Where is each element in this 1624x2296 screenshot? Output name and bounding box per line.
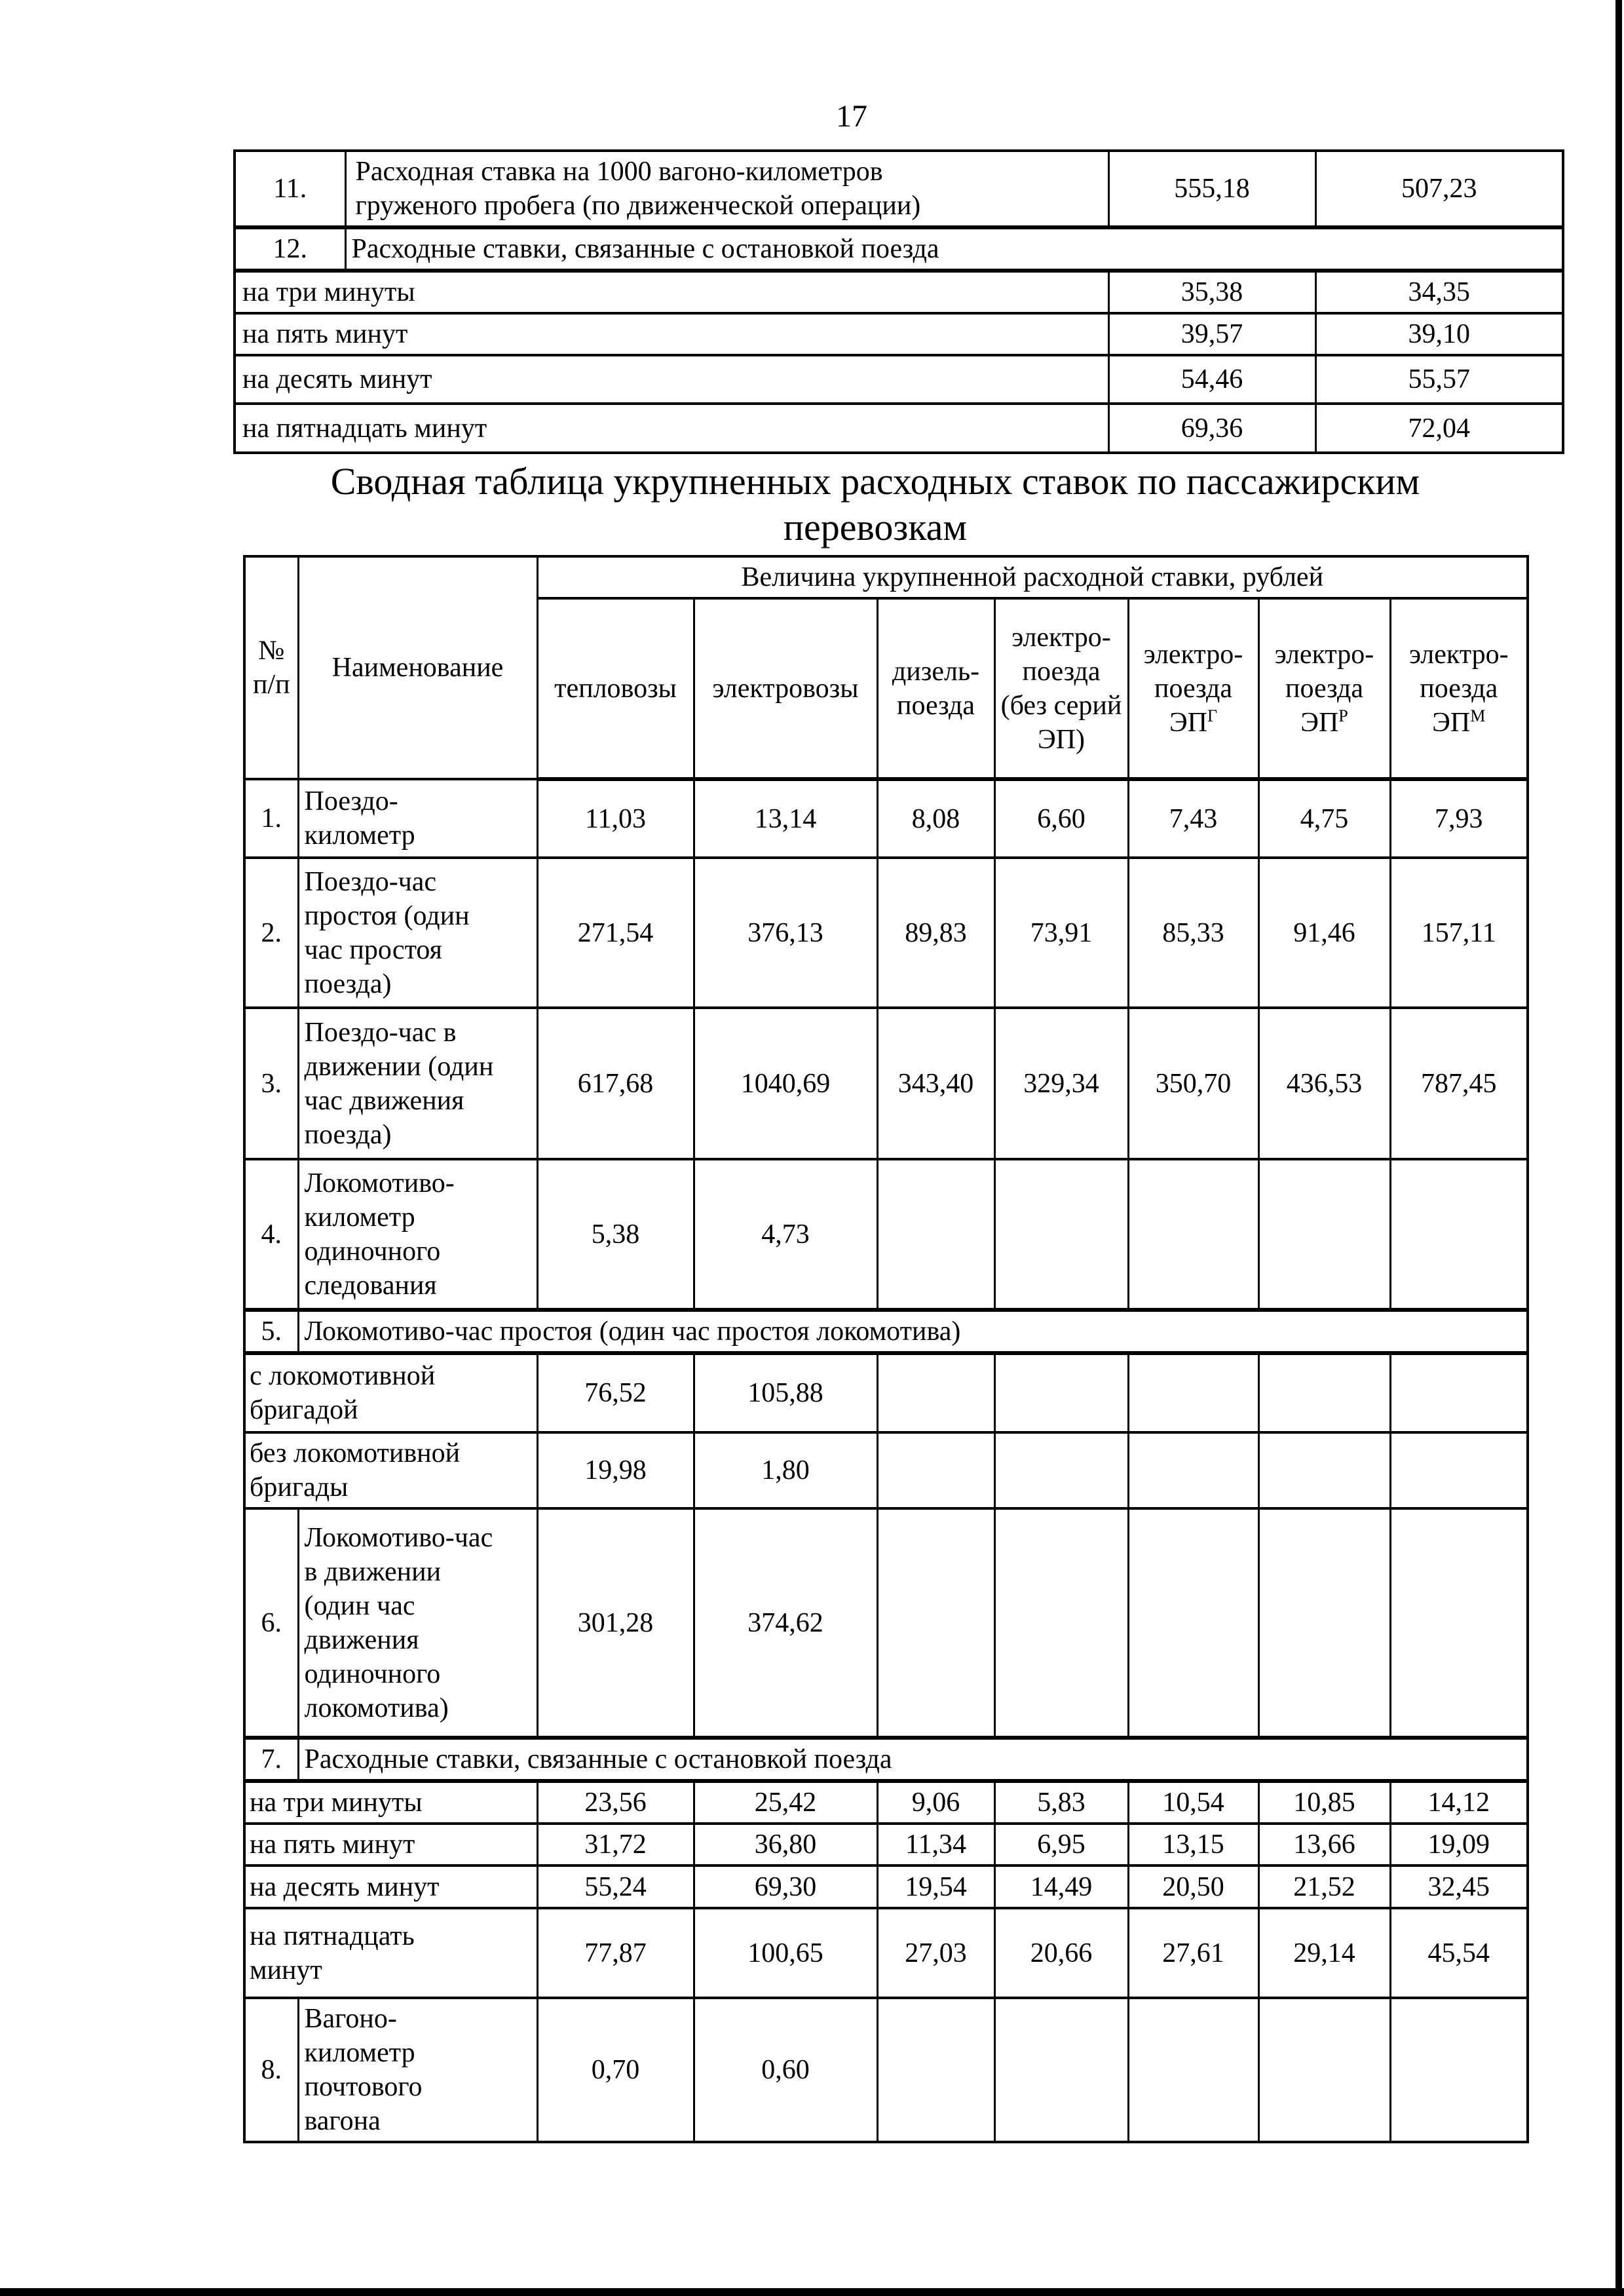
value-cell: 39,10	[1315, 313, 1563, 355]
row-label-cell: Расходные ставки, связанные с остановкой поезда	[345, 227, 1563, 271]
value-cell: 25,42	[694, 1781, 877, 1824]
value-cell: 0,70	[537, 1998, 694, 2142]
value-cell: 39,57	[1108, 313, 1315, 355]
value-cell: 7,43	[1128, 779, 1258, 858]
value-cell: 343,40	[877, 1008, 994, 1159]
value-cell: 19,09	[1390, 1824, 1528, 1866]
col-header-elektro-poezda-epm: электро-поезда $ЭП^М$	[1390, 598, 1528, 779]
value-cell	[1390, 1353, 1528, 1432]
value-cell	[877, 1998, 994, 2142]
value-cell: 787,45	[1390, 1008, 1528, 1159]
row-label-cell: на десять минут	[235, 355, 1108, 404]
value-cell	[1390, 1159, 1528, 1310]
value-cell: 72,04	[1315, 404, 1563, 453]
row-label-cell: на три минуты	[244, 1781, 537, 1824]
row-label-cell: на пятнадцать минут	[235, 404, 1108, 453]
value-cell	[994, 1159, 1128, 1310]
table-row	[244, 1159, 1528, 1310]
col-header-elektro-poezda-epr: электро-поезда $ЭП^Р$	[1258, 598, 1390, 779]
value-cell: 27,61	[1128, 1908, 1258, 1998]
row-label-cell: Расходная ставка на 1000 вагоно-километров груженого пробега (по движенческой операции)	[345, 151, 1108, 227]
value-cell	[994, 1998, 1128, 2142]
value-cell: 29,14	[1258, 1908, 1390, 1998]
row-label-cell: на десять минут	[244, 1866, 537, 1908]
value-cell	[1390, 1998, 1528, 2142]
value-cell	[877, 1353, 994, 1432]
value-cell: 436,53	[1258, 1008, 1390, 1159]
col-header-elektro-poezda-epg: электро-поезда $ЭП^Г$	[1128, 598, 1258, 779]
row-label-cell: Расходные ставки, связанные с остановкой поезда	[298, 1738, 1528, 1781]
value-cell: 374,62	[694, 1508, 877, 1738]
col-header-value-span: Величина укрупненной расходной ставки, рублей	[537, 556, 1528, 598]
summary-table-title	[266, 459, 1484, 550]
value-cell: 35,38	[1108, 271, 1315, 313]
value-cell: 76,52	[537, 1353, 694, 1432]
row-label-cell: Локомотиво-час простоя (один час простоя локомотива)	[298, 1310, 1528, 1353]
scan-artifact-right-edge	[1615, 0, 1622, 2296]
row-label-cell: Локомотиво-час в движении (один час движения одиночного локомотива)	[298, 1508, 537, 1738]
table-row	[244, 1998, 1528, 2142]
value-cell: 20,66	[994, 1908, 1128, 1998]
value-cell: 27,03	[877, 1908, 994, 1998]
value-cell: 54,46	[1108, 355, 1315, 404]
value-cell: 34,35	[1315, 271, 1563, 313]
value-cell	[877, 1508, 994, 1738]
table-row	[235, 355, 1563, 404]
table-row	[244, 1508, 1528, 1738]
value-cell	[1128, 1998, 1258, 2142]
table-row	[235, 151, 1563, 227]
value-cell: 13,15	[1128, 1824, 1258, 1866]
value-cell: 69,36	[1108, 404, 1315, 453]
col-header-num-line1: №	[258, 636, 285, 666]
summary-rates-table	[243, 555, 1529, 2143]
value-cell: 271,54	[537, 858, 694, 1008]
value-cell	[1128, 1508, 1258, 1738]
col-header-elektrovozy: электровозы	[694, 598, 877, 779]
value-cell: 55,24	[537, 1866, 694, 1908]
value-cell: 19,54	[877, 1866, 994, 1908]
row-number-cell: 7.	[244, 1738, 298, 1781]
row-label-cell: Поездо-час простоя (один час простоя поезда)	[298, 858, 537, 1008]
table-row	[244, 779, 1528, 858]
table-row	[244, 1353, 1528, 1432]
table-row	[244, 1824, 1528, 1866]
value-cell: 100,65	[694, 1908, 877, 1998]
col-header-num	[244, 556, 298, 779]
value-cell	[877, 1432, 994, 1508]
value-cell: 6,95	[994, 1824, 1128, 1866]
value-cell: 301,28	[537, 1508, 694, 1738]
row-number-cell: 5.	[244, 1310, 298, 1353]
value-cell: 5,83	[994, 1781, 1128, 1824]
value-cell: 14,49	[994, 1866, 1128, 1908]
table-row-merged	[244, 1738, 1528, 1781]
value-cell: 11,03	[537, 779, 694, 858]
row-number-cell: 3.	[244, 1008, 298, 1159]
value-cell: 157,11	[1390, 858, 1528, 1008]
col-header-name: Наименование	[298, 556, 537, 779]
table-row	[235, 404, 1563, 453]
value-cell: 0,60	[694, 1998, 877, 2142]
value-cell: 89,83	[877, 858, 994, 1008]
value-cell	[877, 1159, 994, 1310]
header-row	[244, 556, 1528, 598]
col-header-elektro-poezda-bez-serii: электро-поезда (без серий ЭП)	[994, 598, 1128, 779]
value-cell	[1258, 1432, 1390, 1508]
value-cell: 36,80	[694, 1824, 877, 1866]
value-cell: 329,34	[994, 1008, 1128, 1159]
row-number-cell: 11.	[235, 151, 345, 227]
value-cell: 8,08	[877, 779, 994, 858]
value-cell: 10,54	[1128, 1781, 1258, 1824]
row-label-cell: с локомотивной бригадой	[244, 1353, 537, 1432]
row-number-cell: 4.	[244, 1159, 298, 1310]
row-label-cell: на три минуты	[235, 271, 1108, 313]
value-cell: 1040,69	[694, 1008, 877, 1159]
table-row	[244, 1781, 1528, 1824]
value-cell: 77,87	[537, 1908, 694, 1998]
value-cell: 13,14	[694, 779, 877, 858]
table-row	[235, 227, 1563, 271]
row-label-cell: на пятнадцать минут	[244, 1908, 537, 1998]
value-cell: 73,91	[994, 858, 1128, 1008]
table-row	[244, 1908, 1528, 1998]
value-cell: 11,34	[877, 1824, 994, 1866]
value-cell: 7,93	[1390, 779, 1528, 858]
row-label-cell: Локомотиво-километр одиночного следования	[298, 1159, 537, 1310]
value-cell	[1128, 1353, 1258, 1432]
value-cell: 1,80	[694, 1432, 877, 1508]
value-cell: 69,30	[694, 1866, 877, 1908]
value-cell	[994, 1432, 1128, 1508]
value-cell	[1258, 1508, 1390, 1738]
scan-artifact-bottom-edge	[0, 2288, 1624, 2296]
title-line: перевозкам	[783, 506, 968, 548]
upper-rates-table	[233, 149, 1564, 454]
row-label-cell: Поездо-километр	[298, 779, 537, 858]
row-number-cell: 2.	[244, 858, 298, 1008]
col-header-dizel-poezda: дизель-поезда	[877, 598, 994, 779]
table-row	[235, 313, 1563, 355]
row-number-cell: 6.	[244, 1508, 298, 1738]
value-cell: 507,23	[1315, 151, 1563, 227]
col-header-teplovozy: тепловозы	[537, 598, 694, 779]
value-cell: 19,98	[537, 1432, 694, 1508]
value-cell: 4,75	[1258, 779, 1390, 858]
table-row	[244, 1008, 1528, 1159]
value-cell: 91,46	[1258, 858, 1390, 1008]
value-cell	[1258, 1353, 1390, 1432]
value-cell: 6,60	[994, 779, 1128, 858]
value-cell: 31,72	[537, 1824, 694, 1866]
value-cell	[1258, 1159, 1390, 1310]
value-cell: 55,57	[1315, 355, 1563, 404]
value-cell	[1128, 1159, 1258, 1310]
value-cell: 45,54	[1390, 1908, 1528, 1998]
row-label-cell: на пять минут	[235, 313, 1108, 355]
row-label-cell: на пять минут	[244, 1824, 537, 1866]
page-number: 17	[836, 99, 867, 134]
col-header-num-line2: п/п	[252, 670, 290, 700]
row-number-cell: 1.	[244, 779, 298, 858]
table-row	[244, 1432, 1528, 1508]
value-cell	[994, 1353, 1128, 1432]
table-row	[244, 1866, 1528, 1908]
value-cell	[994, 1508, 1128, 1738]
value-cell: 20,50	[1128, 1866, 1258, 1908]
row-label-cell: Поездо-час в движении (один час движения поезда)	[298, 1008, 537, 1159]
value-cell: 9,06	[877, 1781, 994, 1824]
row-number-cell: 8.	[244, 1998, 298, 2142]
table-row	[235, 271, 1563, 313]
value-cell	[1258, 1998, 1390, 2142]
row-label-cell: Вагоно-километр почтового вагона	[298, 1998, 537, 2142]
value-cell	[1390, 1432, 1528, 1508]
value-cell: 617,68	[537, 1008, 694, 1159]
row-label-cell: без локомотивной бригады	[244, 1432, 537, 1508]
value-cell: 105,88	[694, 1353, 877, 1432]
value-cell: 5,38	[537, 1159, 694, 1310]
value-cell: 85,33	[1128, 858, 1258, 1008]
value-cell: 23,56	[537, 1781, 694, 1824]
value-cell: 10,85	[1258, 1781, 1390, 1824]
value-cell	[1390, 1508, 1528, 1738]
row-number-cell: 12.	[235, 227, 345, 271]
value-cell: 21,52	[1258, 1866, 1390, 1908]
value-cell: 14,12	[1390, 1781, 1528, 1824]
table-row-merged	[244, 1310, 1528, 1353]
table-row	[244, 858, 1528, 1008]
value-cell: 555,18	[1108, 151, 1315, 227]
value-cell: 350,70	[1128, 1008, 1258, 1159]
value-cell: 376,13	[694, 858, 877, 1008]
value-cell	[1128, 1432, 1258, 1508]
title-line: Сводная таблица укрупненных расходных ставок по пассажирским	[330, 460, 1420, 503]
value-cell: 13,66	[1258, 1824, 1390, 1866]
value-cell: 4,73	[694, 1159, 877, 1310]
value-cell: 32,45	[1390, 1866, 1528, 1908]
